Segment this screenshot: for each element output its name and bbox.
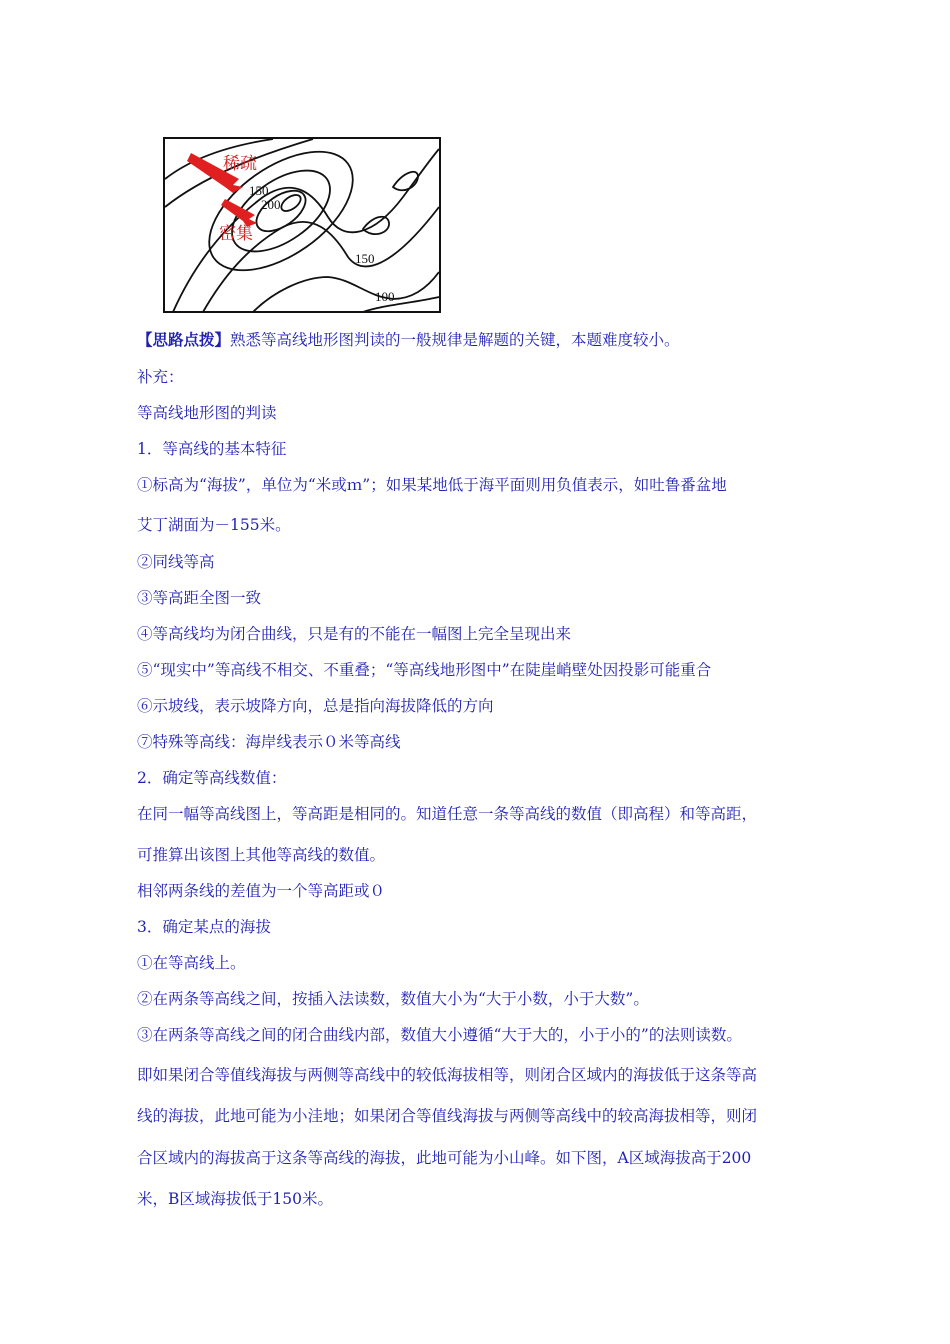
text-line: 艾丁湖面为－155米。 [137, 516, 291, 534]
text-line: ③等高距全图一致 [137, 589, 262, 607]
contour-map-svg [163, 137, 441, 313]
label-dense: 密集 [219, 224, 253, 244]
text-line: 线的海拔，此地可能为小洼地；如果闭合等值线海拔与两侧等高线中的较高海拔相等，则闭 [137, 1107, 758, 1125]
text-line: 合区域内的海拔高于这条等高线的海拔，此地可能为小山峰。如下图，A区域海拔高于200 [137, 1149, 752, 1167]
section-heading: 2．确定等高线数值： [137, 769, 287, 787]
tip-text: 熟悉等高线地形图判读的一般规律是解题的关键，本题难度较小。 [230, 331, 680, 349]
text-line: ⑦特殊等高线：海岸线表示０米等高线 [137, 733, 401, 751]
text-line: ③在两条等高线之间的闭合曲线内部，数值大小遵循“大于大的，小于小的”的法则读数。 [137, 1026, 742, 1044]
text-line: 补充： [137, 368, 184, 386]
text-line: ①标高为“海拔”，单位为“米或ｍ”；如果某地低于海平面则用负值表示，如吐鲁番盆地 [137, 476, 727, 494]
contour-label: 200 [261, 197, 281, 212]
section-heading: 1．等高线的基本特征 [137, 440, 287, 458]
tip-label: 【思路点拨】 [137, 330, 231, 349]
contour-label: 100 [375, 289, 395, 304]
tip-paragraph [137, 330, 680, 350]
text-line: 在同一幅等高线图上，等高距是相同的。知道任意一条等高线的数值（即高程）和等高距， [137, 805, 758, 823]
text-line: 米，B区域海拔低于150米。 [137, 1190, 333, 1208]
text-line: 即如果闭合等值线海拔与两侧等高线中的较低海拔相等，则闭合区域内的海拔低于这条等高 [137, 1066, 758, 1084]
text-line: ⑥示坡线，表示坡降方向，总是指向海拔降低的方向 [137, 697, 494, 715]
text-line: 相邻两条线的差值为一个等高距或０ [137, 882, 386, 900]
section-heading: 3．确定某点的海拔 [137, 918, 271, 936]
text-line: ④等高线均为闭合曲线，只是有的不能在一幅图上完全呈现出来 [137, 625, 572, 643]
text-line: 等高线地形图的判读 [137, 404, 277, 422]
text-line: ②在两条等高线之间，按插入法读数，数值大小为“大于小数，小于大数”。 [137, 990, 649, 1008]
contour-label: 150 [249, 183, 269, 198]
text-line: ⑤“现实中”等高线不相交、不重叠；“等高线地形图中”在陡崖峭壁处因投影可能重合 [137, 661, 712, 679]
contour-label: 150 [355, 251, 375, 266]
label-sparse: 稀疏 [223, 154, 257, 174]
text-line: ②同线等高 [137, 553, 215, 571]
text-line: 可推算出该图上其他等高线的数值。 [137, 846, 386, 864]
text-line: ①在等高线上。 [137, 954, 246, 972]
contour-map-figure [163, 137, 441, 313]
